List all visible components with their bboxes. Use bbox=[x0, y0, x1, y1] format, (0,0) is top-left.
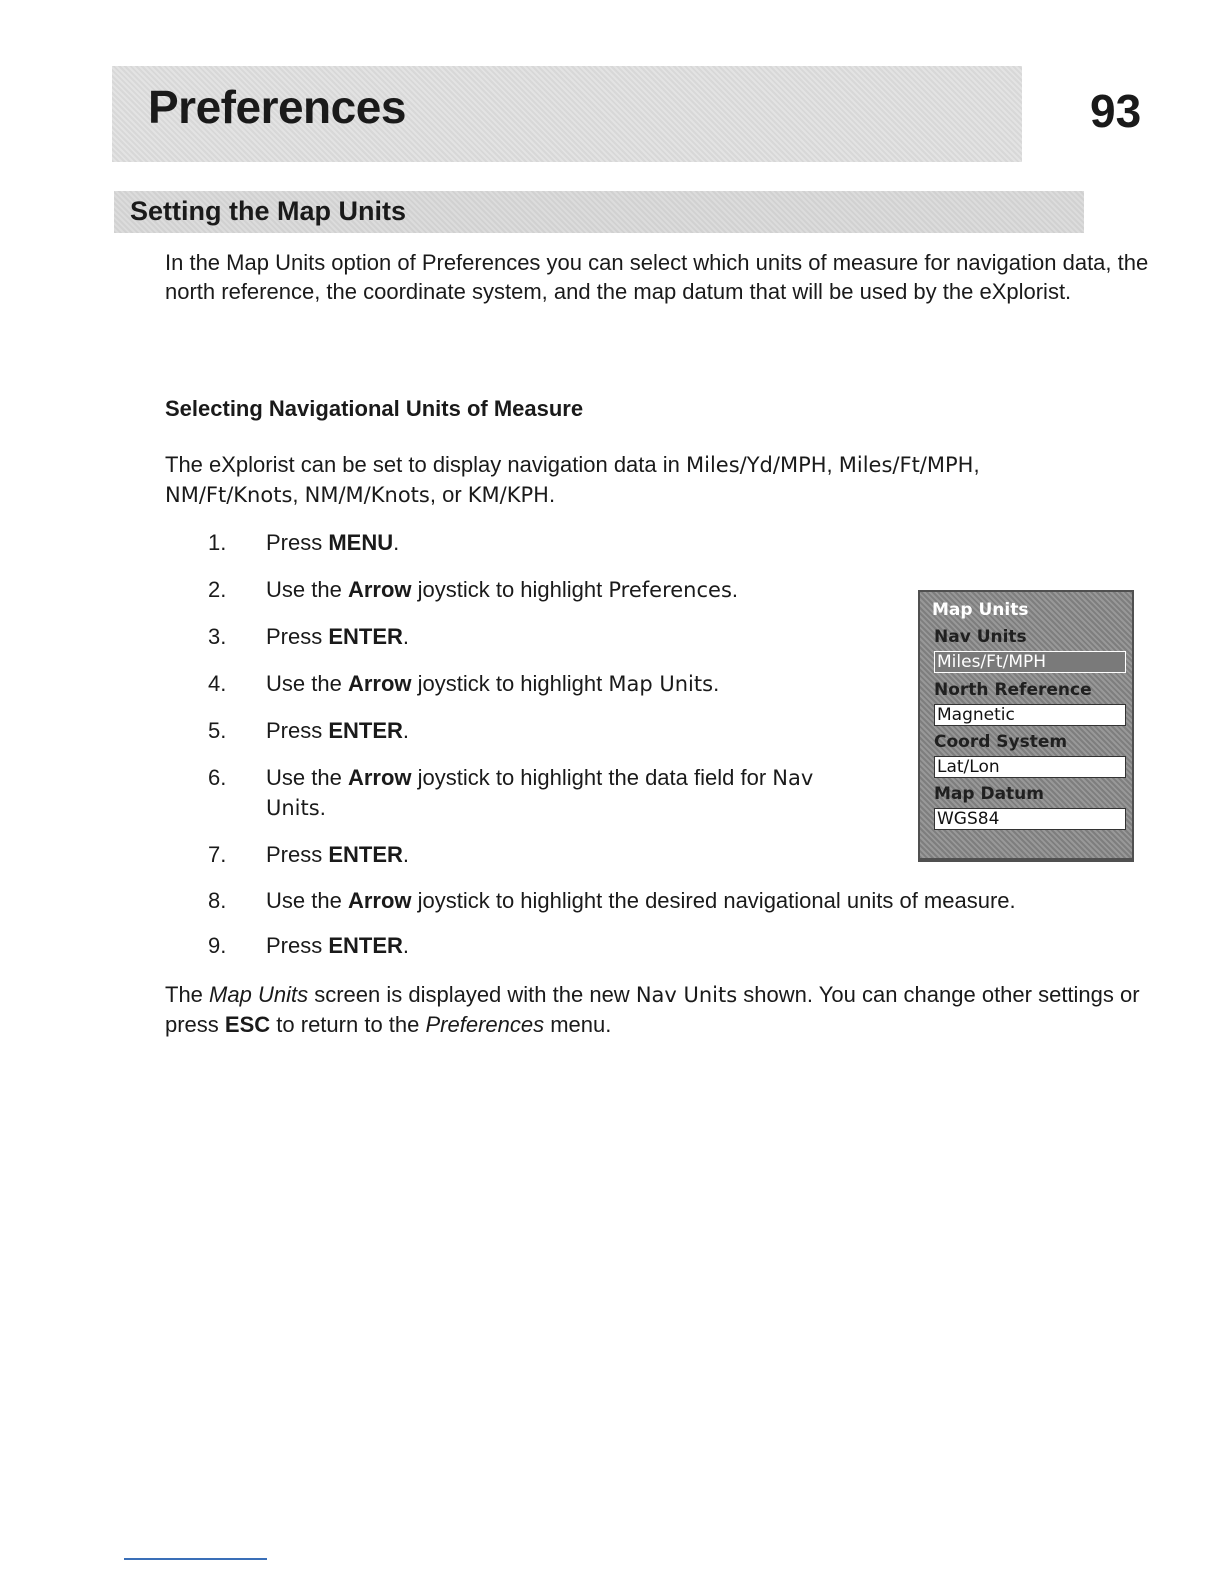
map-datum-field[interactable]: WGS84 bbox=[934, 808, 1126, 830]
device-screen-map-units bbox=[918, 590, 1134, 860]
step-text: Use the Arrow joystick to highlight Map Units. bbox=[266, 671, 720, 696]
step-text: Press ENTER. bbox=[266, 624, 410, 649]
intro-paragraph: In the Map Units option of Preferences you can select which units of measure for navigation data, the north reference, the coordinate system, and the map datum that will be used by the eXplorist. bbox=[165, 250, 1149, 304]
north-reference-label: North Reference bbox=[934, 680, 1092, 700]
footer-rule bbox=[124, 1558, 267, 1560]
step-number: 9. bbox=[208, 933, 227, 958]
unit-option: KM/KPH bbox=[467, 483, 549, 507]
chapter-title: Preferences bbox=[148, 81, 406, 133]
step-text: Use the Arrow joystick to highlight the desired navigational units of measure. bbox=[266, 888, 1016, 913]
page-number: 93 bbox=[1090, 85, 1142, 137]
device-screen-bottom-rule bbox=[918, 860, 1134, 862]
step-number: 4. bbox=[208, 671, 227, 696]
step-text: Use the Arrow joystick to highlight Preferences. bbox=[266, 577, 739, 602]
step-text: Press ENTER. bbox=[266, 933, 410, 958]
coord-system-label: Coord System bbox=[934, 732, 1068, 752]
step-number: 3. bbox=[208, 624, 227, 649]
step-number: 7. bbox=[208, 842, 227, 867]
step-number: 2. bbox=[208, 577, 227, 602]
units-paragraph: The eXplorist can be set to display navigation data in Miles/Yd/MPH, Miles/Ft/MPH, NM/Ft/Knots, NM/M/Knots, or KM/KPH. bbox=[165, 452, 980, 507]
unit-option: Miles/Yd/MPH bbox=[686, 453, 827, 477]
nav-units-field[interactable]: Miles/Ft/MPH bbox=[934, 651, 1126, 673]
step-number: 8. bbox=[208, 888, 227, 913]
outro-paragraph: The Map Units screen is displayed with the new Nav Units shown. You can change other settings or press ESC to return to the Preferences menu. bbox=[165, 982, 1140, 1037]
step-text: Press ENTER. bbox=[266, 718, 410, 743]
step-number: 1. bbox=[208, 530, 227, 555]
section-title: Setting the Map Units bbox=[130, 196, 406, 226]
step-number: 6. bbox=[208, 765, 227, 790]
unit-option: NM/Ft/Knots bbox=[165, 483, 293, 507]
units-text-prefix: The eXplorist can be set to display navigation data in bbox=[165, 452, 680, 477]
step-text: Use the Arrow joystick to highlight the data field for Nav Units. bbox=[266, 765, 814, 820]
subsection-title: Selecting Navigational Units of Measure bbox=[165, 396, 584, 421]
device-screen-title: Map Units bbox=[932, 600, 1029, 620]
step-number: 5. bbox=[208, 718, 227, 743]
unit-option: NM/M/Knots bbox=[304, 483, 430, 507]
nav-units-label: Nav Units bbox=[934, 627, 1027, 647]
step-text: Press ENTER. bbox=[266, 842, 410, 867]
north-reference-field[interactable]: Magnetic bbox=[934, 704, 1126, 726]
unit-option: Miles/Ft/MPH bbox=[838, 453, 974, 477]
map-datum-label: Map Datum bbox=[934, 784, 1045, 804]
units-or: or bbox=[442, 482, 462, 507]
step-text: Press MENU. bbox=[266, 530, 400, 555]
coord-system-field[interactable]: Lat/Lon bbox=[934, 756, 1126, 778]
